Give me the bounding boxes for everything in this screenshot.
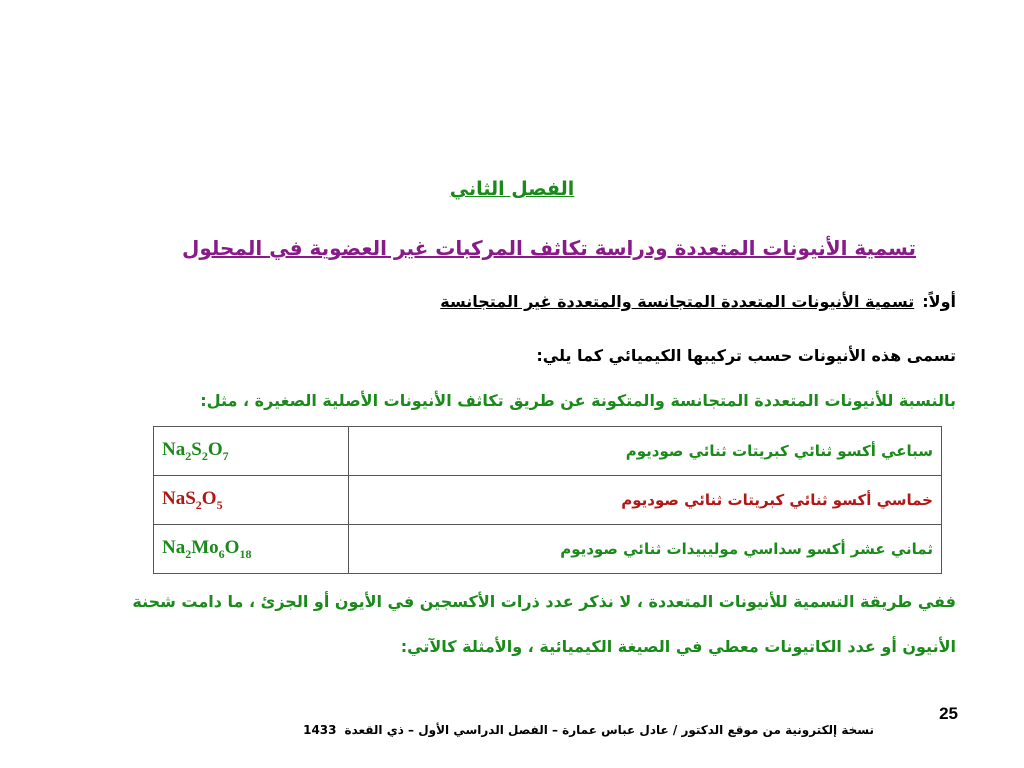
compound-row (154, 525, 942, 574)
section-heading-label: أولاً: (922, 292, 956, 311)
formula-subscript: 18 (239, 546, 252, 561)
compound-name: سباعي أكسو ثنائي كبريتات ثنائي صوديوم (349, 427, 942, 476)
formula-element: Na (162, 536, 186, 558)
compound-name: خماسي أكسو ثنائي كبريتات ثنائي صوديوم (349, 476, 942, 525)
compound-formula (154, 476, 349, 525)
section-heading (440, 292, 956, 311)
section-heading-text: تسمية الأنيونات المتعددة المتجانسة والمتعددة غير المتجانسة (440, 292, 915, 311)
chapter-title: الفصل الثاني (449, 178, 575, 200)
footer-text: نسخة إلكترونية من موقع الدكتور / عادل عباس عمارة – الفصل الدراسي الأول – ذي القعدة (344, 723, 874, 737)
example-intro: بالنسبة للأنيونات المتعددة المتجانسة والمتكونة عن طريق تكاثف الأنيونات الأصلية الصغيرة ، مثل: (200, 391, 956, 410)
formula-element: S (191, 438, 202, 460)
footer-year: 1433 (303, 723, 337, 737)
formula-subscript: 2 (185, 448, 192, 463)
formula-element: Na (162, 438, 186, 460)
compound-row (154, 427, 942, 476)
formula-subscript: 6 (218, 546, 225, 561)
compound-formula (154, 427, 349, 476)
paragraph-line-1: ففي طريقة التسمية للأنيونات المتعددة ، لا نذكر عدد ذرات الأكسجين في الأيون أو الجزئ ، ما دامت شحنة (132, 592, 956, 611)
compound-name: ثماني عشر أكسو سداسي موليبيدات ثنائي صوديوم (349, 525, 942, 574)
formula-element: O (207, 438, 223, 460)
formula-element: Mo (191, 536, 219, 558)
compound-row (154, 476, 942, 525)
main-title: تسمية الأنيونات المتعددة ودراسة تكاثف المركبات غير العضوية في المحلول (182, 236, 916, 260)
formula-subscript: 2 (201, 448, 208, 463)
naming-note: تسمى هذه الأنيونات حسب تركيبها الكيميائي كما يلي: (536, 346, 956, 365)
footer (303, 723, 874, 737)
formula-subscript: 2 (195, 497, 202, 512)
formula-element: O (201, 487, 217, 509)
paragraph-line-2: الأنيون أو عدد الكاتيونات معطي في الصيغة الكيميائية ، والأمثلة كالآتي: (400, 637, 956, 656)
page-number: 25 (939, 704, 958, 723)
formula-subscript: 5 (216, 497, 223, 512)
formula-element: O (224, 536, 240, 558)
formula-subscript: 7 (222, 448, 229, 463)
compounds-table (153, 426, 942, 574)
compound-formula (154, 525, 349, 574)
formula-subscript: 2 (185, 546, 192, 561)
formula-element: NaS (162, 487, 196, 509)
